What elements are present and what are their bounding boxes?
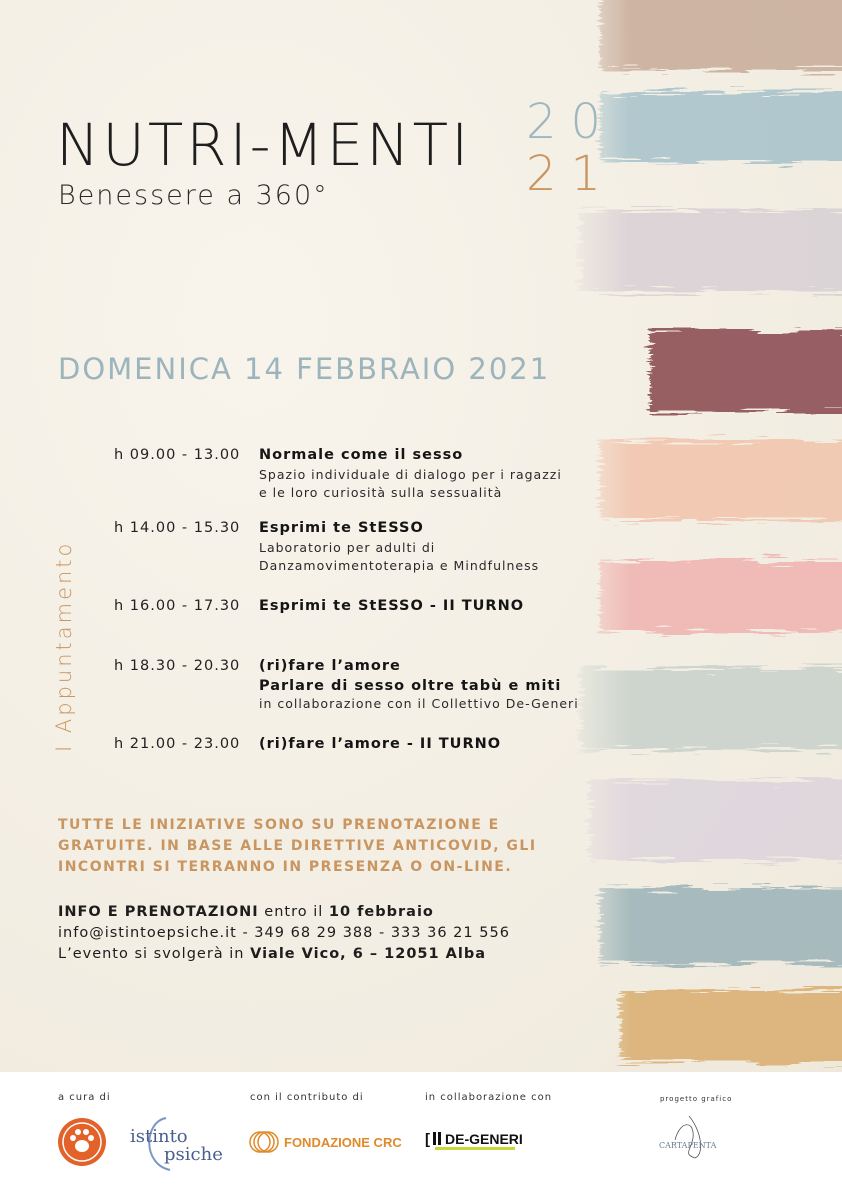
stroke-pink: [600, 560, 842, 632]
stroke-burgundy: [650, 330, 842, 412]
footer-label-contribution: con il contributo di: [250, 1092, 364, 1103]
footer-label-design: progetto grafico: [660, 1095, 733, 1103]
stroke-lilac: [590, 780, 842, 860]
info-label: INFO E PRENOTAZIONI: [58, 904, 259, 920]
schedule-description: e le loro curiosità sulla sessualità: [259, 485, 503, 500]
cartapenta-logo: [655, 1110, 735, 1162]
footer-label-curated: a cura di: [58, 1092, 111, 1103]
schedule-subtitle: Parlare di sesso oltre tabù e miti: [259, 678, 562, 694]
stroke-taupe: [600, 0, 842, 70]
event-subtitle: Benessere a 360°: [58, 180, 329, 211]
stroke-gold: [620, 990, 842, 1062]
booking-notice: TUTTE LE INIZIATIVE SONO SU PRENOTAZIONE E GRATUITE. IN BASE ALLE DIRETTIVE ANTICOVID, GLI INCONTRI SI TERRANNO IN PRESENZA O ON-LINE.: [58, 817, 537, 875]
paw-logo: [56, 1116, 108, 1168]
schedule-title: Esprimi te StESSO: [259, 520, 424, 536]
year-top: 20: [526, 94, 616, 150]
logo-text-crc: FONDAZIONE CRC: [284, 1135, 402, 1150]
stroke-lavender: [580, 210, 842, 292]
footer-label-collaboration: in collaborazione con: [425, 1092, 553, 1103]
info-deadline: 10 febbraio: [328, 904, 434, 920]
logo-text-istinto: istinto: [130, 1126, 188, 1147]
info-location-prefix: L’evento si svolgerà in: [58, 946, 245, 962]
stroke-slate: [600, 888, 842, 964]
stroke-blue: [600, 92, 842, 162]
de-generi-logo: [425, 1126, 523, 1154]
schedule-description: Spazio individuale di dialogo per i ragazzi: [259, 467, 562, 482]
stroke-peach: [600, 440, 842, 520]
schedule-time: h 09.00 - 13.00: [114, 447, 241, 463]
schedule-description: Laboratorio per adulti di: [259, 540, 436, 555]
schedule-title: (ri)fare l’amore: [259, 658, 401, 674]
fondazione-crc-logo: [248, 1128, 402, 1156]
schedule-title: Esprimi te StESSO - II TURNO: [259, 598, 525, 614]
info-block: [58, 902, 510, 965]
event-title: NUTRI-MENTI: [56, 111, 472, 179]
schedule-description: Danzamovimentoterapia e Mindfulness: [259, 558, 540, 573]
vertical-appointment-label: I Appuntamento: [52, 540, 76, 752]
logo-text-degeneri: DE-GENERI: [445, 1131, 523, 1147]
logo-text-cartapenta: CARTAPENTA: [659, 1141, 717, 1150]
info-entro: entro il: [264, 904, 324, 920]
istinto-psiche-logo: [126, 1112, 226, 1176]
event-date: DOMENICA 14 FEBBRAIO 2021: [58, 352, 551, 386]
schedule-time: h 16.00 - 17.30: [114, 598, 241, 614]
info-contacts: info@istintoepsiche.it - 349 68 29 388 - 333 36 21 556: [58, 925, 510, 941]
logo-text-psiche: psiche: [164, 1144, 223, 1165]
schedule-title: (ri)fare l’amore - II TURNO: [259, 736, 502, 752]
svg-text:[: [: [425, 1131, 430, 1148]
schedule-time: h 14.00 - 15.30: [114, 520, 241, 536]
schedule-time: h 21.00 - 23.00: [114, 736, 241, 752]
year-bottom: 21: [526, 146, 616, 202]
schedule-title: Normale come il sesso: [259, 447, 464, 463]
stroke-sage: [580, 668, 842, 750]
info-location: Viale Vico, 6 – 12051 Alba: [250, 946, 487, 962]
schedule-time: h 18.30 - 20.30: [114, 658, 241, 674]
schedule-description: in collaborazione con il Collettivo De-Generi: [259, 696, 579, 711]
